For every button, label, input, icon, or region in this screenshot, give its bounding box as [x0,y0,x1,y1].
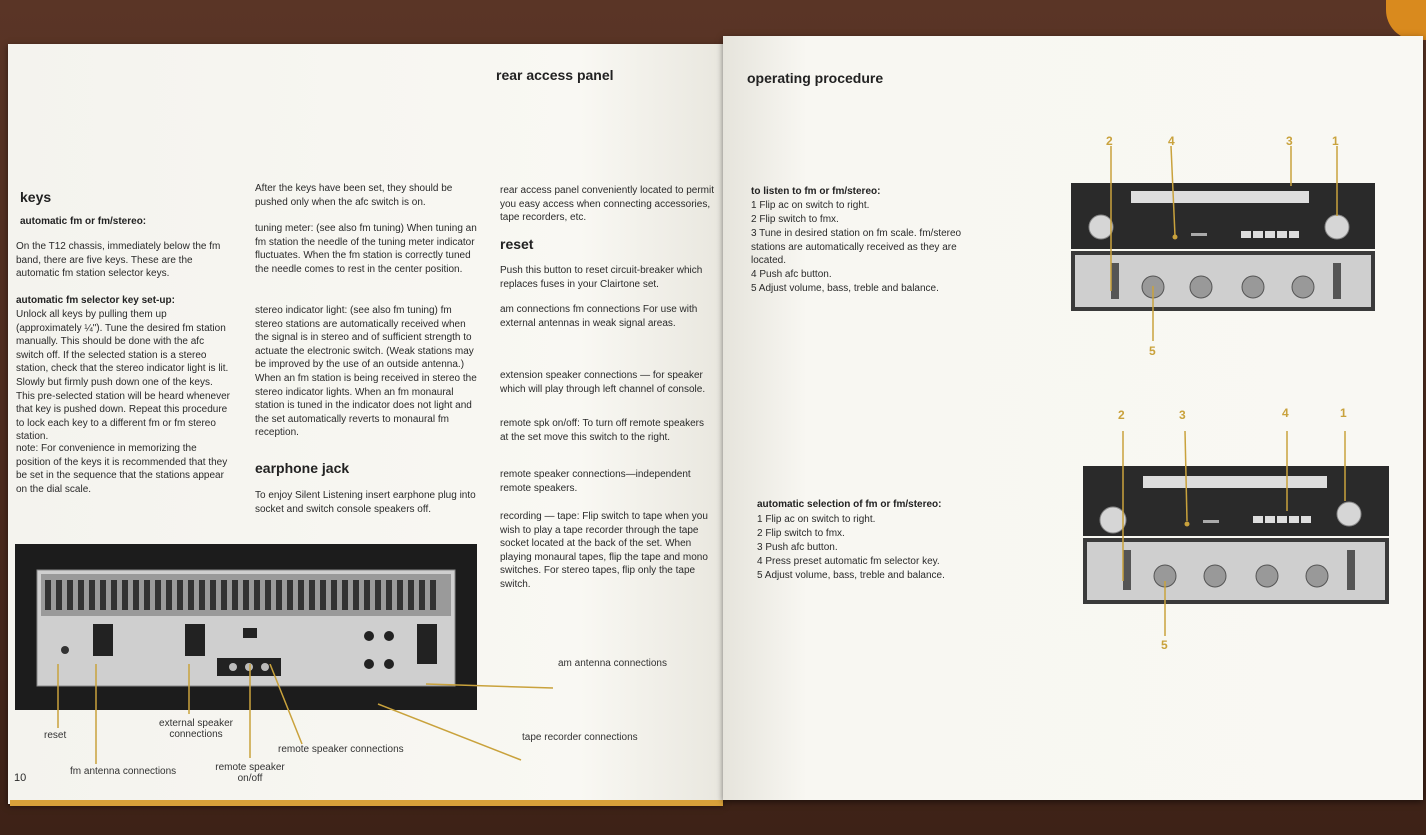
reset-heading: reset [500,236,534,252]
callout-remote-speaker-connections: remote speaker connections [278,744,404,755]
diagram-1-leaders [1071,136,1381,366]
setup-heading: automatic fm selector key set-up: [16,295,175,306]
fm-step-5: 5 Adjust volume, bass, treble and balance. [751,283,939,294]
keys-intro: On the T12 chassis, immediately below the fm band, there are five keys. These are the automatic fm station selector keys. [16,241,221,280]
rear-panel-text: rear access panel conveniently located to permit you easy access when connecting accessories, tape recorders, etc. [500,185,715,224]
diagram2-number-5: 5 [1161,638,1168,652]
fm-step-3: 3 Tune in desired station on fm scale. fm/stereo stations are automatically received as they are located. [751,228,962,267]
diagram1-number-2: 2 [1106,134,1113,148]
keys-heading: keys [20,189,52,205]
diagram2-number-4: 4 [1282,406,1289,420]
callout-fm-antenna: fm antenna connections [70,766,177,777]
remote-conn-text: remote speaker connections—independent remote speakers. [500,469,691,494]
callout-am-antenna: am antenna connections [558,658,667,669]
auto-step-4: 4 Press preset automatic fm selector key. [757,556,940,567]
auto-step-2: 2 Flip switch to fmx. [757,528,845,539]
remote-spk-text: remote spk on/off: To turn off remote speakers at the set move this switch to the right. [500,418,704,443]
auto-step-3: 3 Push afc button. [757,542,838,553]
tuning-meter-text: tuning meter: (see also fm tuning) When tuning an fm station the needle of the tuning meter indicator fluctuates. When the fm station is correctly tuned the needle comes to rest in the center position. [255,223,477,275]
callout-reset: reset [44,730,67,741]
diagram1-number-4: 4 [1168,134,1175,148]
auto-step-1: 1 Flip ac on switch to right. [757,514,876,525]
diagram1-number-1: 1 [1332,134,1339,148]
reset-text: Push this button to reset circuit-breaker which replaces fuses in your Clairtone set. [500,265,703,290]
auto-section-heading: automatic selection of fm or fm/stereo: [757,499,942,510]
page-number: 10 [14,772,27,784]
stereo-light-text: stereo indicator light: (see also fm tuning) fm stereo stations are automatically received when the signal is in stereo and of sufficient strength to actuate the electronic switch. (Weak stations may be improved by the use of an outside antenna.) When an fm station is being received in stereo the stereo indicator lights. When an fm monaural station is tuned in the indicator does not light and the set automatically reverts to monaural fm reception. [255,305,477,439]
diagram-2-leaders [1083,421,1393,651]
recording-text: recording — tape: Flip switch to tape when you wish to play a tape recorder through the tape socket located at the back of the set. When playing monaural tapes, flip the tape and mono switches. For stereo tapes, flip only the tape switch. [500,511,708,590]
callout-remote-speaker-onoff: remote speaker on/off [215,762,285,784]
auto-step-5: 5 Adjust volume, bass, treble and balance. [757,570,945,581]
book-edge [10,800,723,806]
running-head-right: operating procedure [747,70,884,86]
callout-external-speaker: external speaker connections [159,718,233,740]
running-head-left: rear access panel [496,67,614,83]
right-page [723,36,1423,800]
am-fm-text: am connections fm connections For use with external antennas in weak signal areas. [500,304,698,329]
diagram2-number-3: 3 [1179,408,1186,422]
fm-step-1: 1 Flip ac on switch to right. [751,200,870,211]
diagram2-number-1: 1 [1340,406,1347,420]
callout-tape-recorder: tape recorder connections [522,732,638,743]
extension-text: extension speaker connections — for speaker which will play through left channel of console. [500,370,706,395]
keys-subheading: automatic fm or fm/stereo: [20,216,147,227]
left-page [8,44,723,804]
fm-section-heading: to listen to fm or fm/stereo: [751,186,881,197]
fm-step-2: 2 Flip switch to fmx. [751,214,839,225]
note-text: note: For convenience in memorizing the position of the keys it is recommended that they be set in the sequence that the stations appear on the dial scale. [16,443,228,495]
after-keys-text: After the keys have been set, they should be pushed only when the afc switch is on. [255,183,453,208]
earphone-text: To enjoy Silent Listening insert earphone plug into socket and switch console speakers off. [255,490,476,515]
diagram1-number-3: 3 [1286,134,1293,148]
setup-text: Unlock all keys by pulling them up (approximately ¼"). Tune the desired fm station manually. This should be done with the afc switch off. If the selected station is a stereo station, check that the stereo indicator light is lit. Slowly but firmly push down one of the keys. This pre-selected station will be heard whenever that key is pushed down. Repeat this procedure to lock each key to a different fm or fm stereo station. [16,309,230,443]
fm-step-4: 4 Push afc button. [751,269,832,280]
earphone-heading: earphone jack [255,460,350,476]
diagram2-number-2: 2 [1118,408,1125,422]
diagram1-number-5: 5 [1149,344,1156,358]
